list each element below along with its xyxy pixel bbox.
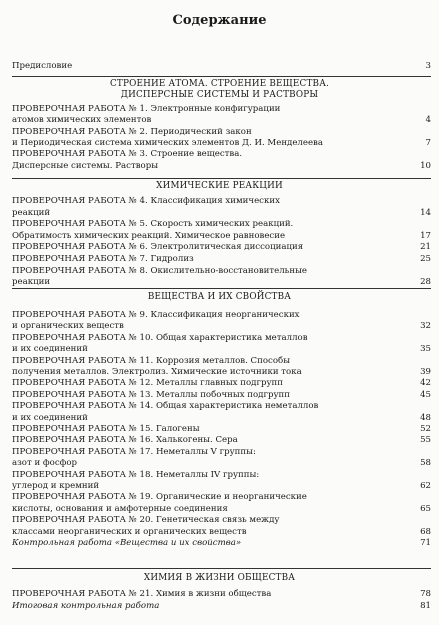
toc-entry-text: ПРОВЕРОЧНАЯ РАБОТА № 2. Периодический закон bbox=[12, 127, 252, 137]
section-divider bbox=[12, 76, 431, 77]
toc-entry-page bbox=[413, 515, 431, 526]
toc-entry bbox=[12, 344, 431, 355]
toc-entry-text: ПРОВЕРОЧНАЯ РАБОТА № 8. Окислительно-восстановительные bbox=[12, 266, 308, 276]
toc-entry-page bbox=[413, 310, 431, 321]
toc-entry bbox=[12, 390, 431, 401]
toc-entry bbox=[12, 538, 431, 549]
toc-entry bbox=[12, 149, 431, 160]
toc-entry-text: и их соединений bbox=[12, 413, 88, 423]
toc-entry-page: 21 bbox=[420, 242, 431, 252]
toc-entry bbox=[12, 242, 431, 253]
toc-entry-text: ПРОВЕРОЧНАЯ РАБОТА № 9. Классификация неорганических bbox=[12, 310, 300, 320]
toc-entry-text: и органических веществ bbox=[12, 321, 124, 331]
toc-entry bbox=[12, 231, 431, 242]
toc-entry bbox=[12, 601, 431, 612]
toc-entry-page bbox=[413, 492, 431, 503]
toc-entry-text: получения металлов. Электролиз. Химические источники тока bbox=[12, 367, 302, 377]
toc-entry-page: 62 bbox=[420, 481, 431, 491]
toc-entry bbox=[12, 401, 431, 412]
toc-entry-page: 32 bbox=[420, 321, 431, 331]
toc-entry-text: ПРОВЕРОЧНАЯ РАБОТА № 12. Металлы главных подгрупп bbox=[12, 378, 283, 388]
toc-entry-text: классами неорганических и органических веществ bbox=[12, 527, 247, 537]
toc-entry bbox=[12, 527, 431, 538]
toc-entry-page: 55 bbox=[420, 435, 431, 445]
toc-entry-text: ПРОВЕРОЧНАЯ РАБОТА № 14. Общая характеристика неметаллов bbox=[12, 401, 319, 411]
toc-entry bbox=[12, 310, 431, 321]
toc-entry-page: 65 bbox=[420, 504, 431, 514]
toc-entry-page: 35 bbox=[420, 344, 431, 354]
toc-entry-page: 78 bbox=[420, 589, 431, 599]
toc-entry-text: углерод и кремний bbox=[12, 481, 100, 491]
toc-entry bbox=[12, 219, 431, 230]
toc-entry-text: реакций bbox=[12, 208, 51, 218]
page-title: Содержание bbox=[172, 13, 267, 28]
toc-entry-text: ПРОВЕРОЧНАЯ РАБОТА № 5. Скорость химических реакций. bbox=[12, 219, 294, 229]
toc-entry-page bbox=[413, 266, 431, 277]
toc-entry-text: ПРОВЕРОЧНАЯ РАБОТА № 16. Халькогены. Сера bbox=[12, 435, 238, 445]
toc-entry-page bbox=[413, 196, 431, 207]
toc-entry-text: ПРОВЕРОЧНАЯ РАБОТА № 4. Классификация химических bbox=[12, 196, 280, 206]
toc-entry bbox=[12, 61, 431, 72]
toc-entry-page: 42 bbox=[420, 378, 431, 388]
toc-entry-page: 45 bbox=[420, 390, 431, 400]
toc-entry bbox=[12, 277, 431, 288]
toc-entry-page: 81 bbox=[420, 601, 431, 611]
toc-entry-text: ПРОВЕРОЧНАЯ РАБОТА № 1. Электронные конфигурации bbox=[12, 104, 281, 114]
toc-entry-page: 68 bbox=[420, 527, 431, 537]
toc-entry-text: ПРОВЕРОЧНАЯ РАБОТА № 10. Общая характеристика металлов bbox=[12, 333, 308, 343]
toc-entry-text: ПРОВЕРОЧНАЯ РАБОТА № 6. Электролитическая диссоциация bbox=[12, 242, 304, 252]
toc-entry bbox=[12, 115, 431, 126]
toc-entry bbox=[12, 127, 431, 138]
toc-entry-page: 52 bbox=[420, 424, 431, 434]
section-divider bbox=[12, 178, 431, 179]
toc-entry-text: ПРОВЕРОЧНАЯ РАБОТА № 13. Металлы побочных подгрупп bbox=[12, 390, 290, 400]
toc-entry-page: 10 bbox=[420, 161, 431, 171]
toc-entry bbox=[12, 515, 431, 526]
toc-entry-page bbox=[413, 333, 431, 344]
toc-entry-text: реакции bbox=[12, 277, 51, 287]
toc-entry-page bbox=[413, 127, 431, 138]
toc-entry-page: 14 bbox=[420, 208, 431, 218]
toc-entry-page bbox=[413, 401, 431, 412]
toc-entry-page: 4 bbox=[425, 115, 431, 125]
toc-entry-text: Предисловие bbox=[12, 61, 73, 71]
toc-entry-page bbox=[413, 219, 431, 230]
toc-entry bbox=[12, 321, 431, 332]
toc-entry-page: 48 bbox=[420, 413, 431, 423]
toc-entry-text: ПРОВЕРОЧНАЯ РАБОТА № 11. Коррозия металлов. Способы bbox=[12, 356, 291, 366]
toc-entry-page bbox=[413, 104, 431, 115]
toc-entry bbox=[12, 378, 431, 389]
toc-entry-page bbox=[413, 149, 431, 160]
toc-entry-page: 39 bbox=[420, 367, 431, 377]
toc-entry-text: ПРОВЕРОЧНАЯ РАБОТА № 19. Органические и неорганические bbox=[12, 492, 307, 502]
toc-entry bbox=[12, 208, 431, 219]
toc-entry bbox=[12, 504, 431, 515]
toc-entry bbox=[12, 435, 431, 446]
toc-entry bbox=[12, 367, 431, 378]
toc-entry bbox=[12, 138, 431, 149]
toc-entry-text: ПРОВЕРОЧНАЯ РАБОТА № 15. Галогены bbox=[12, 424, 200, 434]
toc-entry-text: Контрольная работа «Вещества и их свойства» bbox=[12, 538, 242, 548]
toc-entry bbox=[12, 104, 431, 115]
toc-entry-text: Итоговая контрольная работа bbox=[12, 601, 160, 611]
toc-entry bbox=[12, 413, 431, 424]
toc-entry-text: азот и фосфор bbox=[12, 458, 78, 468]
toc-entry-text: ПРОВЕРОЧНАЯ РАБОТА № 21. Химия в жизни общества bbox=[12, 589, 272, 599]
toc-entry-page bbox=[413, 447, 431, 458]
toc-entry bbox=[12, 254, 431, 265]
toc-entry-page: 28 bbox=[420, 277, 431, 287]
section-heading: ХИМИЧЕСКИЕ РЕАКЦИИ bbox=[156, 181, 283, 191]
toc-entry-text: Дисперсные системы. Растворы bbox=[12, 161, 159, 171]
section-heading: ХИМИЯ В ЖИЗНИ ОБЩЕСТВА bbox=[143, 573, 296, 583]
toc-entry bbox=[12, 589, 431, 600]
toc-entry bbox=[12, 356, 431, 367]
toc-entry bbox=[12, 196, 431, 207]
toc-entry bbox=[12, 266, 431, 277]
section-heading: ДИСПЕРСНЫЕ СИСТЕМЫ И РАСТВОРЫ bbox=[120, 90, 319, 100]
toc-entry bbox=[12, 161, 431, 172]
toc-entry bbox=[12, 333, 431, 344]
toc-entry-text: атомов химических элементов bbox=[12, 115, 152, 125]
toc-entry-page: 71 bbox=[420, 538, 431, 548]
toc-entry-page: 25 bbox=[420, 254, 431, 264]
toc-entry-text: Обратимость химических реакций. Химическое равновесие bbox=[12, 231, 286, 241]
section-divider bbox=[12, 568, 431, 569]
section-divider bbox=[12, 288, 431, 289]
toc-entry-page bbox=[413, 470, 431, 481]
section-heading: ВЕЩЕСТВА И ИХ СВОЙСТВА bbox=[147, 292, 292, 302]
toc-entry-text: ПРОВЕРОЧНАЯ РАБОТА № 18. Неметаллы IV группы: bbox=[12, 470, 260, 480]
toc-entry bbox=[12, 458, 431, 469]
toc-entry-text: и Периодическая система химических элементов Д. И. Менделеева bbox=[12, 138, 324, 148]
toc-entry-page bbox=[413, 356, 431, 367]
toc-entry bbox=[12, 470, 431, 481]
toc-entry-text: ПРОВЕРОЧНАЯ РАБОТА № 20. Генетическая связь между bbox=[12, 515, 280, 525]
toc-entry-text: и их соединений bbox=[12, 344, 88, 354]
toc-entry bbox=[12, 481, 431, 492]
toc-entry-text: ПРОВЕРОЧНАЯ РАБОТА № 17. Неметаллы V группы: bbox=[12, 447, 256, 457]
toc-entry bbox=[12, 447, 431, 458]
toc-entry-page: 3 bbox=[425, 61, 431, 71]
section-heading: СТРОЕНИЕ АТОМА. СТРОЕНИЕ ВЕЩЕСТВА. bbox=[109, 79, 330, 89]
toc-entry bbox=[12, 424, 431, 435]
toc-entry-text: кислоты, основания и амфотерные соединения bbox=[12, 504, 228, 514]
toc-entry-page: 58 bbox=[420, 458, 431, 468]
toc-entry-text: ПРОВЕРОЧНАЯ РАБОТА № 3. Строение вещества. bbox=[12, 149, 243, 159]
toc-entry bbox=[12, 492, 431, 503]
toc-entry-text: ПРОВЕРОЧНАЯ РАБОТА № 7. Гидролиз bbox=[12, 254, 194, 264]
toc-entry-page: 7 bbox=[425, 138, 431, 148]
toc-entry-page: 17 bbox=[420, 231, 431, 241]
